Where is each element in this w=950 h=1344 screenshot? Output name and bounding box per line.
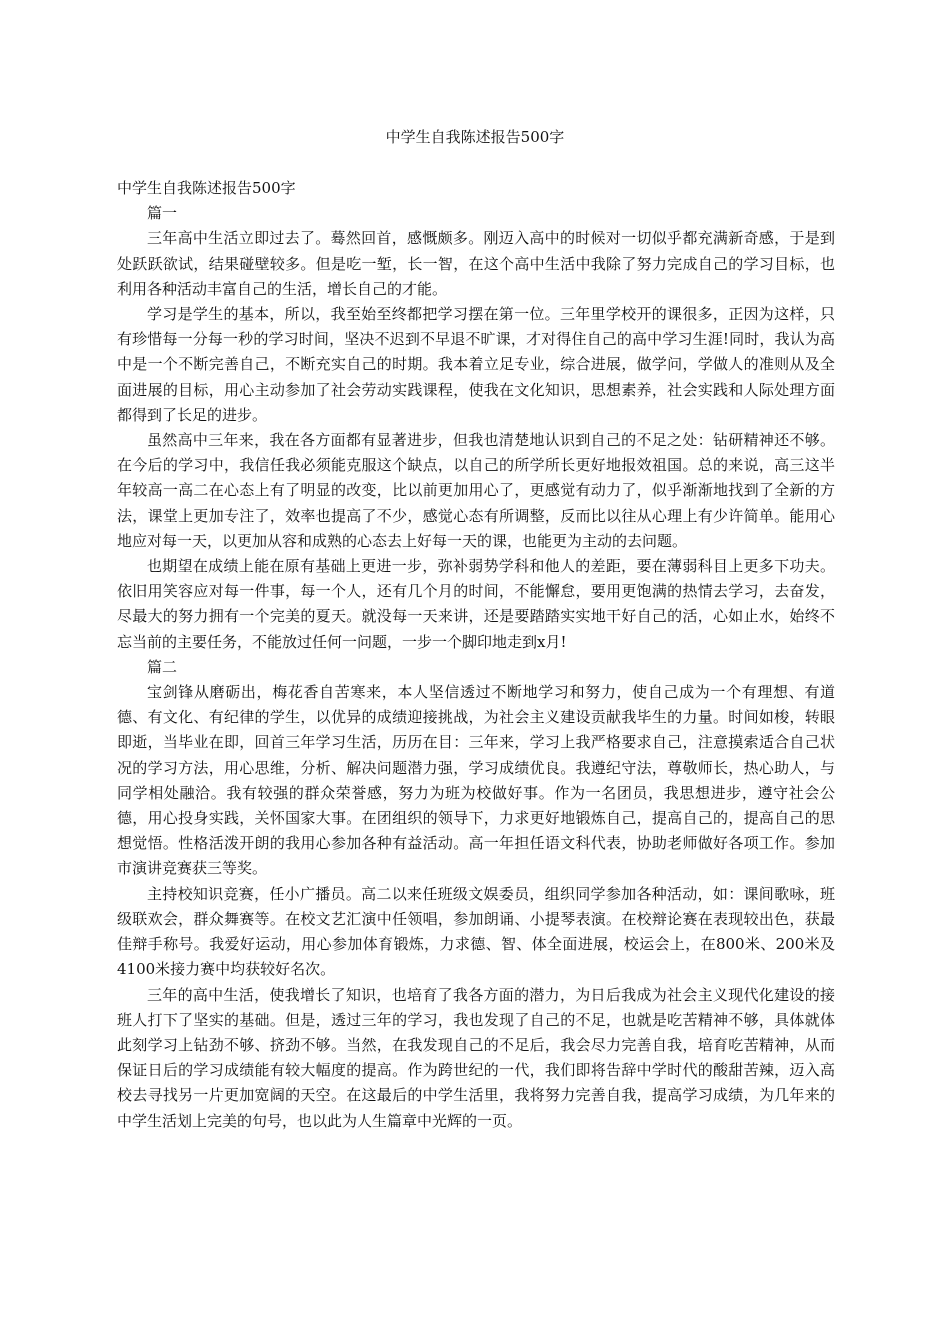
- paragraph: 宝剑锋从磨砺出，梅花香自苦寒来，本人坚信透过不断地学习和努力，使自己成为一个有理想、有道德、有文化、有纪律的学生，以优异的成绩迎接挑战，为社会主义建设贡献我毕生的力量。时间如梭，转眼即逝，当毕业在即，回首三年学习生活，历历在目：三年来，学习上我严格要求自己，注意摸索适合自己状况的学习方法，用心思维，分析、解决问题潜力强，学习成绩优良。我遵纪守法，尊敬师长，热心助人，与同学相处融洽。我有较强的群众荣誉感，努力为班为校做好事。作为一名团员，我思想进步，遵守社会公德，用心投身实践，关怀国家大事。在团组织的领导下，力求更好地锻炼自己，提高自己的，提高自己的思想觉悟。性格活泼开朗的我用心参加各种有益活动。高一年担任语文科代表，协助老师做好各项工作。参加市演讲竞赛获三等奖。: [117, 683, 835, 878]
- paragraph: 主持校知识竞赛，任小广播员。高二以来任班级文娱委员，组织同学参加各种活动，如：课间歌咏，班级联欢会，群众舞赛等。在校文艺汇演中任领唱，参加朗诵、小提琴表演。在校辩论赛在表现较出色，获最佳辩手称号。我爱好运动，用心参加体育锻炼，力求德、智、体全面进展，校运会上，在800米、200米及4100米接力赛中均获较好名次。: [117, 884, 835, 979]
- paragraph: 三年高中生活立即过去了。蓦然回首，感慨颇多。刚迈入高中的时候对一切似乎都充满新奇感，于是到处跃跃欲试，结果碰壁较多。但是吃一堑，长一智，在这个高中生活中我除了努力完成自己的学习目标，也利用各种活动丰富自己的生活，增长自己的才能。: [117, 229, 835, 298]
- paragraph: 三年的高中生活，使我增长了知识，也培育了我各方面的潜力，为日后我成为社会主义现代化建设的接班人打下了坚实的基础。但是，透过三年的学习，我也发现了自己的不足，也就是吃苦精神不够，具体就体此刻学习上钻劲不够、挤劲不够。当然，在我发现自己的不足后，我会尽力完善自我，培育吃苦精神，从而保证日后的学习成绩能有较大幅度的提高。作为跨世纪的一代，我们即将告辞中学时代的酸甜苦辣，迈入高校去寻找另一片更加宽阔的天空。在这最后的中学生活里，我将努力完善自我，提高学习成绩，为几年来的中学生活划上完美的句号，也以此为人生篇章中光辉的一页。: [117, 985, 835, 1130]
- section-heading-2: 篇二: [147, 657, 178, 676]
- document-subtitle: 中学生自我陈述报告500字: [117, 179, 296, 197]
- document-title: 中学生自我陈述报告500字: [385, 128, 565, 146]
- paragraph: 虽然高中三年来，我在各方面都有显著进步，但我也清楚地认识到自己的不足之处：钻研精神还不够。在今后的学习中，我信任我必须能克服这个缺点，以自己的所学所长更好地报效祖国。总的来说，高三这半年较高一高二在心态上有了明显的改变，比以前更加用心了，更感觉有动力了，似乎渐渐地找到了全新的方法，课堂上更加专注了，效率也提高了不少，感觉心态有所调整，反而比以往从心理上有少许简单。能用心地应对每一天，以更加从容和成熟的心态去上好每一天的课，也能更为主动的去问题。: [117, 431, 835, 550]
- paragraph: 学习是学生的基本，所以，我至始至终都把学习摆在第一位。三年里学校开的课很多，正因为这样，只有珍惜每一分每一秒的学习时间，坚决不迟到不早退不旷课，才对得住自己的高中学习生涯!同时，我认为高中是一个不断完善自己，不断充实自己的时期。我本着立足专业，综合进展，做学问，学做人的准则从及全面进展的目标，用心主动参加了社会劳动实践课程，使我在文化知识，思想素养，社会实践和人际处理方面都得到了长足的进步。: [117, 305, 835, 424]
- document-body: [117, 176, 835, 1134]
- section-heading-1: 篇一: [147, 204, 178, 223]
- paragraph: 也期望在成绩上能在原有基础上更进一步，弥补弱势学科和他人的差距，要在薄弱科目上更多下功夫。依旧用笑容应对每一件事，每一个人，还有几个月的时间，不能懈怠，要用更饱满的热情去学习，去奋发，尽最大的努力拥有一个完美的夏天。就没每一天来讲，还是要踏踏实实地干好自己的活，心如止水，始终不忘当前的主要任务，不能放过任何一问题，一步一个脚印地走到x月!: [117, 557, 835, 651]
